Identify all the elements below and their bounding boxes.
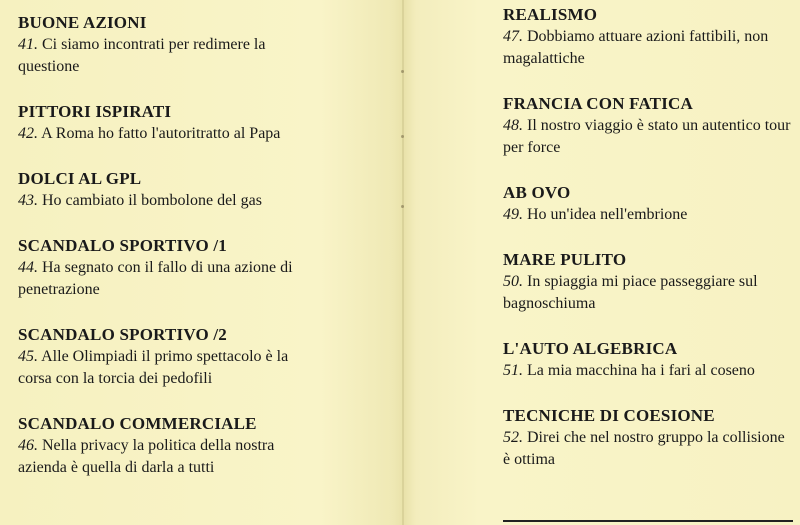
entry-number: 41. [18, 36, 38, 53]
gutter-speck [401, 205, 404, 208]
entry-text: Direi che nel nostro gruppo la collisione è ottima [503, 429, 785, 468]
entry-number: 46. [18, 437, 38, 454]
entry-text: Ho cambiato il bombolone del gas [38, 192, 262, 209]
entry-50 [503, 249, 793, 315]
entry-title: REALISMO [503, 5, 598, 24]
entry-title: SCANDALO SPORTIVO /2 [18, 325, 227, 344]
entry-body [18, 34, 318, 78]
entry-title: L'AUTO ALGEBRICA [503, 339, 678, 358]
entry-body [503, 271, 793, 315]
entry-number: 43. [18, 192, 38, 209]
entry-number: 45. [18, 348, 38, 365]
entry-body [18, 346, 318, 390]
entry-number: 44. [18, 259, 38, 276]
entry-number: 48. [503, 117, 523, 134]
entry-title: AB OVO [503, 183, 571, 202]
entry-text: Dobbiamo attuare azioni fattibili, non magalattiche [503, 28, 769, 67]
entry-text: La mia macchina ha i fari al coseno [523, 362, 755, 379]
entry-text: A Roma ho fatto l'autoritratto al Papa [38, 125, 281, 142]
gutter-speck [401, 135, 404, 138]
entry-42 [18, 101, 318, 145]
entry-51 [503, 338, 793, 382]
entry-number: 49. [503, 206, 523, 223]
entry-title: MARE PULITO [503, 250, 627, 269]
entry-number: 50. [503, 273, 523, 290]
entry-43 [18, 168, 318, 212]
entry-41 [18, 12, 318, 78]
right-page [503, 4, 793, 494]
entry-49 [503, 182, 793, 226]
entry-number: 52. [503, 429, 523, 446]
entry-title: DOLCI AL GPL [18, 169, 142, 188]
entry-number: 42. [18, 125, 38, 142]
entry-title: BUONE AZIONI [18, 13, 147, 32]
entry-text: Ha segnato con il fallo di una azione di penetrazione [18, 259, 293, 298]
entry-48 [503, 93, 793, 159]
entry-body [503, 204, 793, 226]
entry-52 [503, 405, 793, 471]
entry-title: SCANDALO SPORTIVO /1 [18, 236, 227, 255]
entry-text: Il nostro viaggio è stato un autentico tour per force [503, 117, 791, 156]
bottom-rule [503, 520, 793, 522]
entry-title: SCANDALO COMMERCIALE [18, 414, 257, 433]
entry-45 [18, 324, 318, 390]
entry-body [503, 26, 793, 70]
left-page [18, 12, 388, 502]
gutter-speck [401, 70, 404, 73]
page-gutter [402, 0, 404, 525]
entry-title: PITTORI ISPIRATI [18, 102, 172, 121]
entry-title: FRANCIA CON FATICA [503, 94, 693, 113]
entry-text: In spiaggia mi piace passeggiare sul bagnoschiuma [503, 273, 758, 312]
entry-number: 47. [503, 28, 523, 45]
entry-46 [18, 413, 318, 479]
entry-body [503, 427, 793, 471]
entry-number: 51. [503, 362, 523, 379]
entry-text: Ci siamo incontrati per redimere la questione [18, 36, 266, 75]
entry-text: Nella privacy la politica della nostra azienda è quella di darla a tutti [18, 437, 275, 476]
entry-body [18, 123, 318, 145]
entry-body [503, 115, 793, 159]
entry-body [18, 257, 318, 301]
entry-body [18, 435, 318, 479]
entry-title: TECNICHE DI COESIONE [503, 406, 715, 425]
entry-text: Ho un'idea nell'embrione [523, 206, 688, 223]
entry-text: Alle Olimpiadi il primo spettacolo è la corsa con la torcia dei pedofili [18, 348, 289, 387]
entry-body [18, 190, 318, 212]
entry-body [503, 360, 793, 382]
entry-44 [18, 235, 318, 301]
entry-47 [503, 4, 793, 70]
